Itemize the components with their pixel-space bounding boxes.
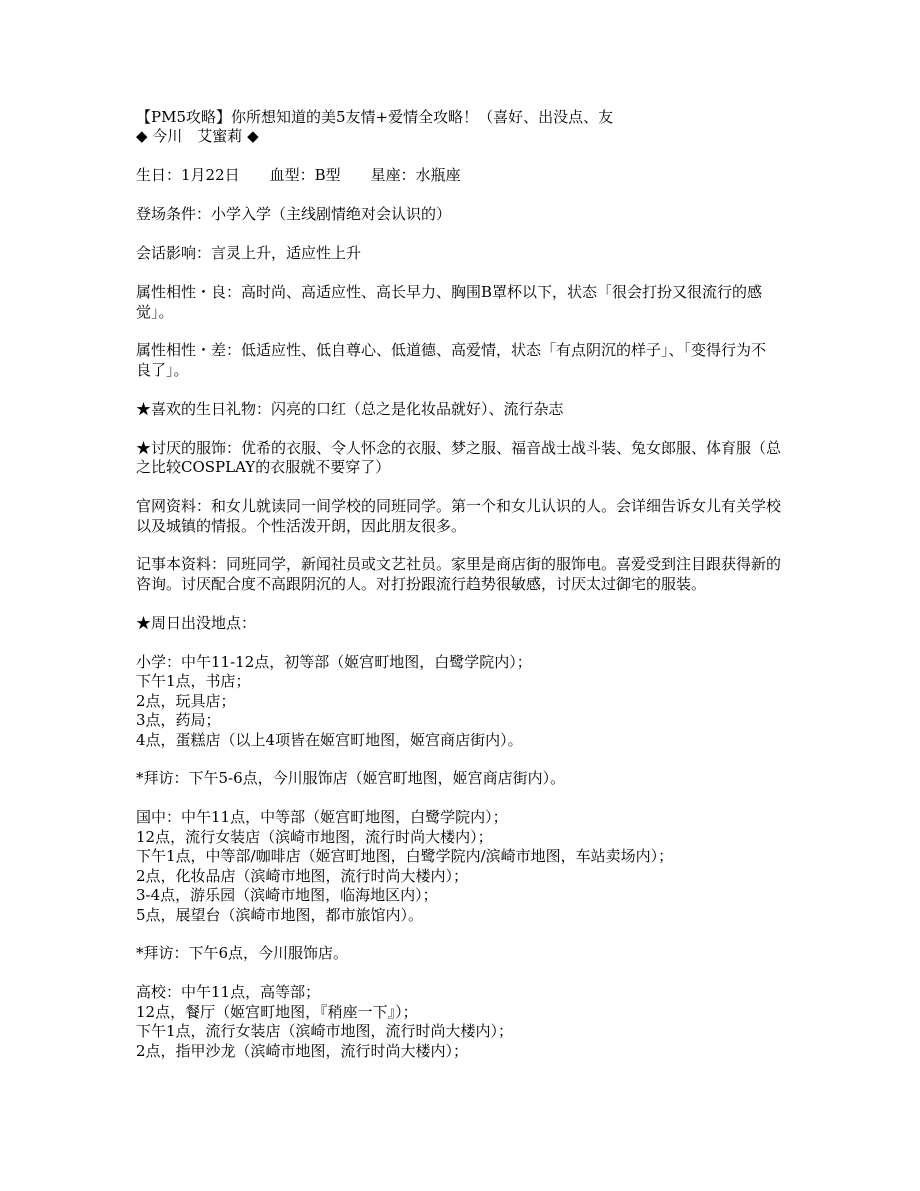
text-line: 官网资料：和女儿就读同一间学校的同班同学。第一个和女儿认识的人。会详细告诉女儿有关学校 xyxy=(136,497,782,516)
text-line: 国中：中午11点，中等部（姬宫町地图，白鹭学院内）； xyxy=(136,808,508,827)
paragraph xyxy=(136,108,836,147)
paragraph xyxy=(136,283,836,322)
document-title: 【PM5攻略】你所想知道的美5友情+爱情全攻略！（喜好、出没点、友 xyxy=(136,108,614,126)
text-line: 下午1点，中等部/咖啡店（姬宫町地图，白鹭学院内/滨崎市地图，车站卖场内）； xyxy=(136,847,674,866)
paragraph xyxy=(136,555,836,594)
text-line: 下午1点，流行女装店（滨崎市地图，流行时尚大楼内）； xyxy=(136,1022,514,1041)
paragraph xyxy=(136,341,836,380)
text-line: 12点，流行女装店（滨崎市地图，流行时尚大楼内）； xyxy=(136,827,493,846)
text-line: 5点，展望台（滨崎市地图，都市旅馆内）。 xyxy=(136,905,424,924)
text-line: 良了」。 xyxy=(136,360,189,379)
text-line: 觉」。 xyxy=(136,302,174,321)
paragraph xyxy=(136,808,836,925)
text-line: 属性相性・差：低适应性、低自尊心、低道德、高爱情，状态「有点阴沉的样子」、「变得行为不 xyxy=(136,341,767,360)
text-line: 记事本资料：同班同学，新闻社员或文艺社员。家里是商店街的服饰电。喜爱受到注目跟获得新的 xyxy=(136,555,782,574)
text-line: 4点，蛋糕店（以上4项皆在姬宫町地图，姬宫商店街内）。 xyxy=(136,730,523,749)
text-line: 会话影响：言灵上升，适应性上升 xyxy=(136,244,362,263)
paragraph xyxy=(136,244,836,263)
text-line: 小学：中午11-12点，初等部（姬宫町地图，白鹭学院内）； xyxy=(136,652,532,671)
text-line: ◆ 今川 艾蜜莉 ◆ xyxy=(136,127,259,146)
text-line: ★周日出没地点： xyxy=(136,613,257,632)
paragraph xyxy=(136,205,836,224)
text-line: 2点，指甲沙龙（滨崎市地图，流行时尚大楼内）； xyxy=(136,1041,469,1060)
text-line: 3点，药局； xyxy=(136,711,221,730)
paragraph xyxy=(136,439,836,478)
text-line: 生日：1月22日 血型：B型 星座：水瓶座 xyxy=(136,166,461,185)
text-line: 3-4点，游乐园（滨崎市地图，临海地区内）； xyxy=(136,886,438,905)
text-line: 以及城镇的情报。个性活泼开朗，因此朋友很多。 xyxy=(136,516,467,535)
text-line: 高校：中午11点，高等部； xyxy=(136,983,321,1002)
text-line: 咨询。讨厌配合度不高跟阴沉的人。对打扮跟流行趋势很敏感，讨厌太过御宅的服装。 xyxy=(136,574,707,593)
text-line: 下午1点，书店； xyxy=(136,672,251,691)
paragraph xyxy=(136,653,836,750)
text-line: ★喜欢的生日礼物：闪亮的口红（总之是化妆品就好）、流行杂志 xyxy=(136,399,564,418)
document-body xyxy=(136,108,836,1081)
text-line: *拜访：下午6点，今川服饰店。 xyxy=(136,944,349,963)
paragraph xyxy=(136,497,836,536)
paragraph xyxy=(136,983,836,1061)
paragraph xyxy=(136,944,836,963)
text-line: 12点，餐厅（姬宫町地图，『稍座一下』）； xyxy=(136,1002,418,1021)
paragraph xyxy=(136,614,836,633)
paragraph xyxy=(136,400,836,419)
text-line: 之比较COSPLAY的衣服就不要穿了） xyxy=(136,458,391,477)
paragraph xyxy=(136,166,836,185)
text-line: 登场条件：小学入学（主线剧情绝对会认识的） xyxy=(136,205,452,224)
paragraph xyxy=(136,769,836,788)
text-line: 2点，玩具店； xyxy=(136,691,236,710)
text-line: 属性相性・良：高时尚、高适应性、高长早力、胸围B罩杯以下，状态「很会打扮又很流行的感 xyxy=(136,283,763,302)
text-line: *拜访：下午5-6点，今川服饰店（姬宫町地图，姬宫商店街内）。 xyxy=(136,769,566,788)
text-line: ★讨厌的服饰：优希的衣服、令人怀念的衣服、梦之服、福音战士战斗装、兔女郎服、体育服（总 xyxy=(136,438,782,457)
text-line: 2点，化妆品店（滨崎市地图，流行时尚大楼内）； xyxy=(136,866,469,885)
